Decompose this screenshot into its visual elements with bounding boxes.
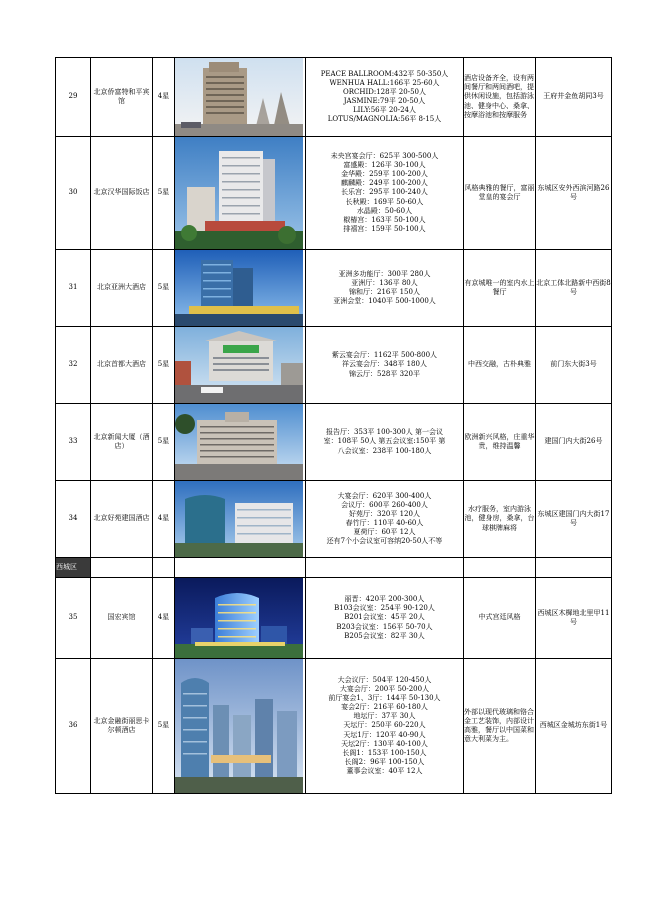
hotel-features: 水疗服务，室内游泳池，健身房，桑拿，台球棋牌麻将 [464, 481, 536, 558]
row-number: 30 [56, 137, 91, 250]
hotel-address: 前门东大街3号 [536, 327, 612, 404]
room-line: 董事会议室：40平 12人 [346, 766, 423, 775]
room-line: 紫云宴会厅：1162平 500-800人 [331, 351, 438, 360]
row-number: 36 [56, 659, 91, 794]
room-line: 春竹厅：110平 40-60人 [345, 519, 424, 527]
room-line: 亚洲厅：136平 80人 [351, 278, 418, 287]
hotel-photo [175, 481, 306, 558]
hotel-name: 北京侨富特和平宾馆 [91, 58, 153, 137]
table-row [56, 137, 612, 250]
room-line: B103会议室：254平 90-120人 [334, 604, 435, 613]
star-rating: 5星 [153, 659, 175, 794]
hotel-address: 西城区木樨地北里甲11号 [536, 578, 612, 659]
table-row [56, 404, 612, 481]
hotel-photo [175, 137, 306, 250]
hotel-name: 北京亚洲大酒店 [91, 250, 153, 327]
star-rating: 4星 [153, 481, 175, 558]
room-line: 长秋殿：169平 50-60人 [345, 197, 424, 206]
star-rating: 5星 [153, 327, 175, 404]
hotel-features: 欧洲新兴风格，庄重华贵，维持温馨 [464, 404, 536, 481]
hotel-features: 风格典雅的餐厅，富丽堂皇的宴会厅 [464, 137, 536, 250]
hotel-photo-image [175, 481, 303, 557]
room-line: 亚洲多功能厅：300平 280人 [338, 269, 431, 278]
room-line: 长乐宫：295平 100-240人 [341, 188, 428, 197]
row-number: 33 [56, 404, 91, 481]
meeting-rooms [306, 578, 464, 659]
room-line: B201会议室：45平 20人 [344, 613, 425, 622]
hotel-features: 酒店设备齐全，设有两间餐厅和两间酒吧，提供休闲设施，包括游泳池、健身中心、桑拿、按摩浴池和按摩服务 [464, 58, 536, 137]
room-line: 还有7个小会议室可容纳20-50人不等 [326, 537, 443, 546]
row-number: 31 [56, 250, 91, 327]
room-line: LILY:56平 20-24人 [352, 106, 417, 115]
hotel-address: 建国门内大街26号 [536, 404, 612, 481]
meeting-rooms [306, 659, 464, 794]
room-line: 宴会2厅：216平 60-180人 [341, 703, 428, 712]
room-line: 水晶殿：50-60人 [356, 206, 413, 215]
table-row [56, 327, 612, 404]
meeting-rooms [306, 327, 464, 404]
hotel-photo-image [175, 327, 303, 403]
room-line: 长阁2：96平 100-150人 [344, 757, 425, 766]
room-line: 八会议室：238平 100-180人 [337, 446, 432, 455]
hotel-features: 有京城唯一的室内水上餐厅 [464, 250, 536, 327]
room-line: 前厅宴会1、3厅：144平 50-130人 [328, 694, 441, 703]
room-line: 大宴会厅：200平 50-200人 [339, 685, 430, 694]
district-section-row [56, 558, 612, 578]
hotel-photo-image [175, 137, 303, 249]
room-line: 锦云厅：528平 320平 [349, 369, 420, 378]
room-line: WENHUA HALL:166平 25-60人 [329, 78, 440, 87]
room-line: 天坛厅：250平 60-220人 [343, 721, 426, 730]
hotel-photo [175, 327, 306, 404]
hotel-features: 中式宫廷风格 [464, 578, 536, 659]
room-line: 锦和厅：216平 150人 [349, 288, 420, 296]
room-line: 天坛2厅：130平 40-100人 [341, 739, 428, 748]
table-row [56, 578, 612, 659]
room-line: 椒椿宫：163平 50-100人 [343, 215, 426, 224]
star-rating: 4星 [153, 58, 175, 137]
meeting-rooms [306, 58, 464, 137]
meeting-rooms [306, 404, 464, 481]
room-line: 未央宫宴会厅：625平 300-500人 [330, 152, 439, 161]
hotel-photo-image [175, 250, 303, 326]
room-line: B203会议室：156平 50-70人 [336, 622, 433, 631]
hotel-photo [175, 578, 306, 659]
meeting-rooms [306, 250, 464, 327]
hotel-name: 北京新闻大厦（酒店） [91, 404, 153, 481]
hotel-address: 西城区金城坊东街1号 [536, 659, 612, 794]
table-row [56, 481, 612, 558]
star-rating: 5星 [153, 404, 175, 481]
hotel-name: 国宏宾馆 [91, 578, 153, 659]
hotel-name: 北京首都大酒店 [91, 327, 153, 404]
room-line: 报告厅：353平 100-300人 第一会议 [326, 428, 443, 437]
room-line: 亚洲会堂：1040平 500-1000人 [333, 297, 436, 306]
hotel-address: 东城区安外西滨河路26号 [536, 137, 612, 250]
room-line: 麒麟殿：249平 100-200人 [341, 179, 428, 188]
row-number: 29 [56, 58, 91, 137]
hotel-address: 北京工体北路新中西街8号 [536, 250, 612, 327]
row-number: 34 [56, 481, 91, 558]
district-label: 西城区 [56, 558, 91, 578]
room-line: 金华殿：259平 100-200人 [341, 170, 428, 179]
hotel-photo-image [175, 404, 303, 480]
room-line: 夏荷厅：60平 12人 [353, 528, 416, 537]
hotel-photo [175, 404, 306, 481]
room-line: 大会议厅：504平 120-450人 [337, 675, 432, 684]
meeting-rooms [306, 137, 464, 250]
room-line: B205会议室：82平 30人 [344, 631, 425, 640]
room-line: 好苑厅：320平 120人 [349, 509, 420, 518]
room-line: 长阁1：153平 100-150人 [342, 748, 427, 757]
table-row [56, 250, 612, 327]
hotel-features: 外部以现代玻璃和铬合金工艺装饰，内部设计高雅，餐厅以中国菜和意大利菜为主。 [464, 659, 536, 794]
room-line: 排禧宫：159平 50-100人 [343, 224, 426, 233]
room-line: 祥云宴会厅：348平 180人 [342, 360, 427, 369]
hotel-photo-image [175, 659, 303, 793]
hotel-photo [175, 58, 306, 137]
table-row [56, 659, 612, 794]
room-line: 地坛厅：37平 30人 [353, 712, 416, 721]
room-line: 室：108平 50人 第五会议室:150平 第 [323, 437, 446, 446]
hotel-table [55, 57, 612, 794]
room-line: 天坛1厅：120平 40-90人 [343, 730, 426, 739]
room-line: 富盛殿：126平 30-100人 [343, 161, 426, 170]
hotel-name: 北京好苑建国酒店 [91, 481, 153, 558]
hotel-photo [175, 659, 306, 794]
room-line: PEACE BALLROOM:432平 50-350人 [320, 69, 449, 78]
hotel-address: 东城区建国门内大街17号 [536, 481, 612, 558]
row-number: 35 [56, 578, 91, 659]
hotel-features: 中西交融，古朴典雅 [464, 327, 536, 404]
hotel-address: 王府井金鱼胡同3号 [536, 58, 612, 137]
hotel-photo-image [175, 58, 303, 136]
hotel-photo-image [175, 578, 303, 658]
room-line: LOTUS/MAGNOLIA:56平 8-15人 [327, 115, 442, 124]
hotel-name: 北京汉华国际饭店 [91, 137, 153, 250]
room-line: 大宴会厅：620平 300-400人 [337, 491, 432, 500]
room-line: 会议厅：600平 260-400人 [341, 500, 428, 509]
star-rating: 4星 [153, 578, 175, 659]
meeting-rooms [306, 481, 464, 558]
table-row [56, 58, 612, 137]
room-line: JASMINE:79平 20-50人 [343, 97, 426, 105]
hotel-name: 北京金融街丽思卡尔顿酒店 [91, 659, 153, 794]
star-rating: 5星 [153, 137, 175, 250]
row-number: 32 [56, 327, 91, 404]
hotel-photo [175, 250, 306, 327]
room-line: 丽晋：420平 200-300人 [344, 595, 425, 604]
star-rating: 5星 [153, 250, 175, 327]
room-line: ORCHID:128平 20-50人 [343, 87, 426, 96]
